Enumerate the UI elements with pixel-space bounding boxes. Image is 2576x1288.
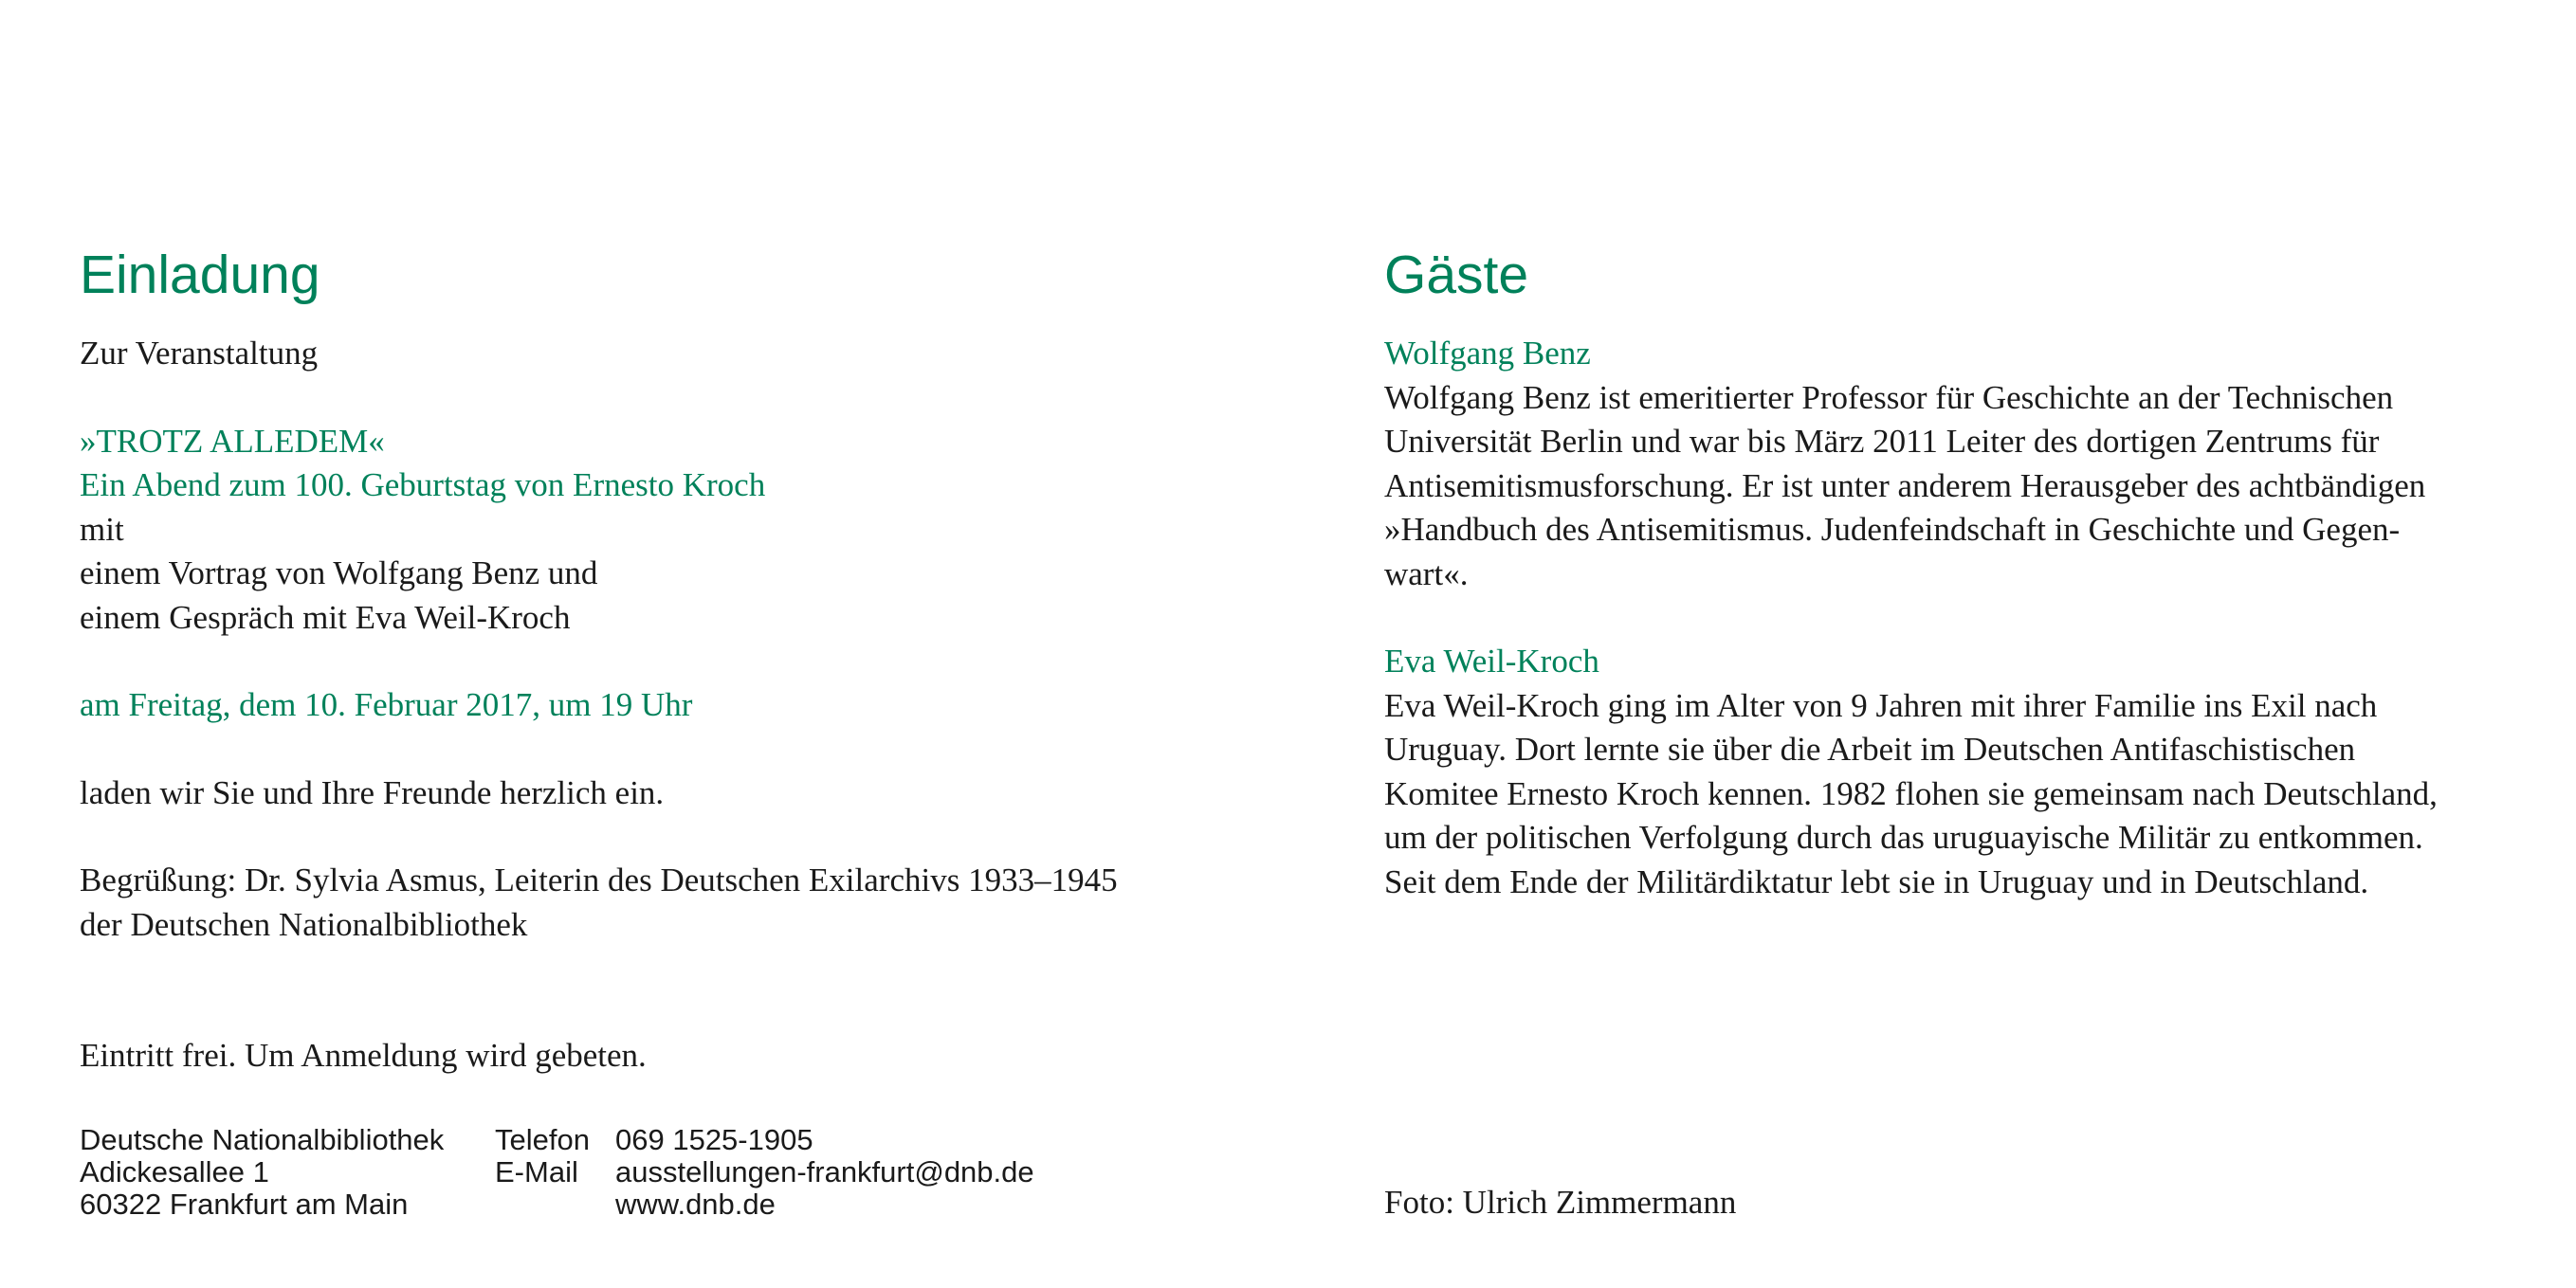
invitation-column: [80, 237, 1312, 1079]
guest-bio-line: Uruguay. Dort lernte sie über die Arbeit im Deutschen Antifaschistischen: [1384, 731, 2356, 768]
event-with-line: einem Vortrag von Wolfgang Benz und: [80, 554, 598, 591]
event-date: [80, 683, 1312, 728]
intro-text: [80, 332, 1312, 376]
address-line: Adickesallee 1: [80, 1155, 269, 1188]
guest-bio-line: Komitee Ernesto Kroch kennen. 1982 flohen sie gemeinsam nach Deutschland,: [1384, 774, 2438, 812]
welcome-line: Begrüßung: Dr. Sylvia Asmus, Leiterin des Deutschen Exilarchivs 1933–1945: [80, 862, 1118, 898]
guest-bio-line: Antisemitismusforschung. Er ist unter anderem Herausgeber des achtbändigen: [1384, 466, 2426, 504]
event-date-line: am Freitag, dem 10. Februar 2017, um 19 Uhr: [80, 686, 693, 723]
address-line: 60322 Frankfurt am Main: [80, 1188, 409, 1221]
website-link[interactable]: www.dnb.de: [615, 1188, 776, 1221]
admission-text: [80, 1034, 1312, 1079]
guest-bio-line: Wolfgang Benz ist emeritierter Professor für Geschichte an der Technischen: [1384, 378, 2394, 416]
admission-line: Eintritt frei. Um Anmeldung wird gebeten.: [80, 1037, 647, 1074]
guest-bio-line: Seit dem Ende der Militärdiktatur lebt sie in Uruguay und in Deutschland.: [1384, 862, 2369, 900]
address-line: Deutsche Nationalbibliothek: [80, 1123, 445, 1156]
email-link[interactable]: ausstellungen-frankfurt@dnb.de: [615, 1155, 1034, 1188]
contact-values: [615, 1124, 1184, 1221]
guest-entry: [1384, 332, 2541, 596]
intro-line: Zur Veranstaltung: [80, 335, 319, 372]
guest-bio-line: »Handbuch des Antisemitismus. Judenfeindschaft in Geschichte und Gegen-: [1384, 511, 2401, 548]
phone-value: 069 1525-1905: [615, 1123, 813, 1156]
event-with-line: mit: [80, 510, 124, 548]
invitation-line: laden wir Sie und Ihre Freunde herzlich ein.: [80, 773, 665, 811]
guest-bio-line: um der politischen Verfolgung durch das uruguayische Militär zu entkommen.: [1384, 819, 2423, 856]
welcome-block: [80, 859, 1312, 947]
contact-labels: [495, 1124, 613, 1188]
guest-bio-line: Eva Weil-Kroch ging im Alter von 9 Jahren mit ihrer Familie ins Exil nach: [1384, 686, 2378, 724]
guest-name: Wolfgang Benz: [1384, 335, 1591, 372]
guest-bio-line: wart«.: [1384, 554, 1469, 592]
event-subtitle: Ein Abend zum 100. Geburtstag von Ernesto Kroch: [80, 466, 766, 503]
guest-bio-line: Universität Berlin und war bis März 2011 Leiter des dortigen Zentrums für: [1384, 423, 2380, 460]
guests-column: [1384, 237, 2541, 904]
event-title: »TROTZ ALLEDEM«: [80, 422, 385, 460]
event-with-line: einem Gespräch mit Eva Weil-Kroch: [80, 598, 571, 636]
invitation-heading: Einladung: [80, 245, 320, 305]
guest-name: Eva Weil-Kroch: [1384, 643, 1599, 680]
photo-credit: Foto: Ulrich Zimmermann: [1384, 1184, 1737, 1221]
contact-address: [80, 1124, 487, 1221]
invitation-text: [80, 771, 1312, 816]
welcome-line: der Deutschen Nationalbibliothek: [80, 905, 528, 943]
email-label: E-Mail: [495, 1155, 578, 1188]
guest-entry: [1384, 640, 2541, 904]
event-block: [80, 420, 1312, 641]
phone-label: Telefon: [495, 1123, 590, 1156]
guests-heading: Gäste: [1384, 245, 1529, 305]
